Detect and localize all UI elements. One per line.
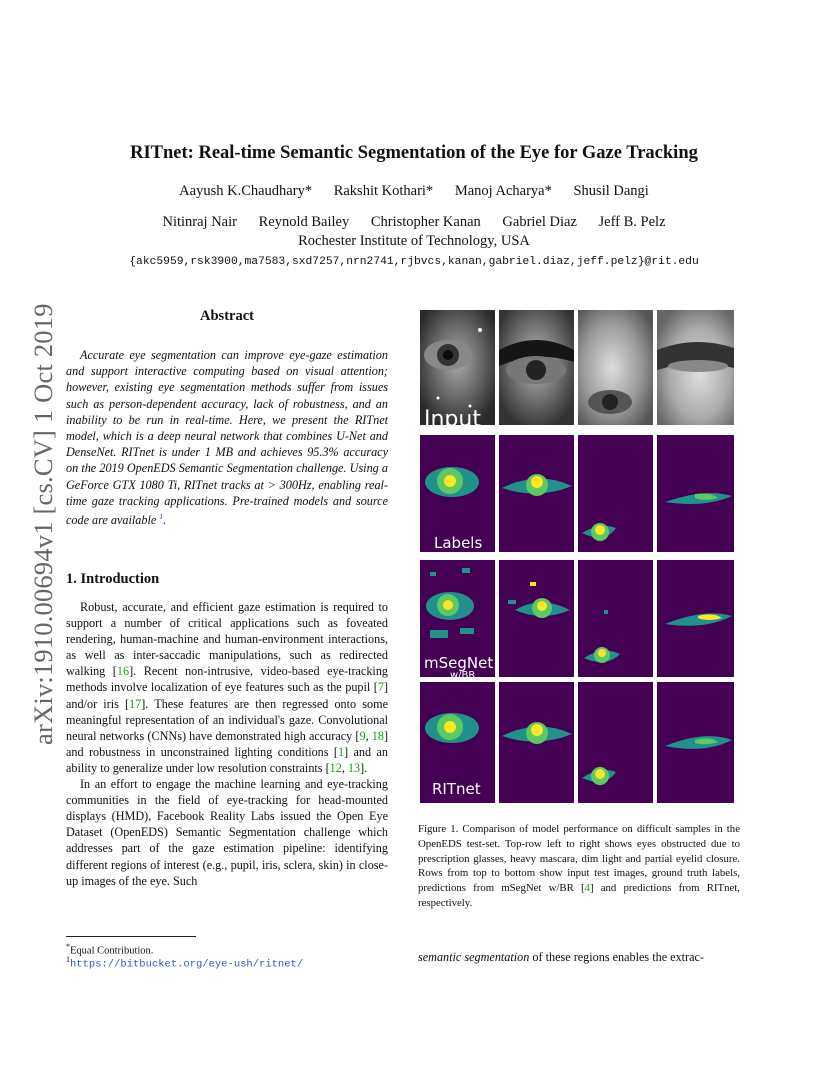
author: Reynold Bailey xyxy=(258,214,350,230)
noise-blob xyxy=(462,568,470,573)
row-label-labels: Labels xyxy=(434,534,483,552)
right-column-text xyxy=(418,950,740,965)
text: ] and robustness in unconstrained lighting conditions [ xyxy=(66,728,389,759)
text: ]. xyxy=(360,760,368,775)
intro-paragraph-1 xyxy=(66,599,388,776)
pupil-region xyxy=(531,724,543,736)
footnote-divider xyxy=(66,936,196,937)
noise-blob xyxy=(604,610,608,614)
citation-link[interactable]: 4 xyxy=(584,882,590,895)
pupil-region xyxy=(595,525,605,535)
prediction-tile xyxy=(578,682,653,803)
pupil-region xyxy=(531,476,543,488)
citation-link[interactable]: 12 xyxy=(329,760,342,775)
noise-blob xyxy=(460,628,474,634)
paper-title: RITnet: Real-time Semantic Segmentation of the Eye for Gaze Tracking xyxy=(130,143,698,163)
citation-link[interactable]: 7 xyxy=(377,680,384,695)
prediction-tile xyxy=(499,560,574,677)
noise-blob xyxy=(530,582,536,586)
author: Manoj Acharya* xyxy=(454,183,552,199)
pupil-region xyxy=(595,769,605,779)
row-label-ritnet: RITnet xyxy=(432,780,481,798)
emphasis-text: semantic segmentation xyxy=(418,950,530,964)
pupil-shape xyxy=(443,350,453,360)
arxiv-stamp: arXiv:1910.00694v1 [cs.CV] 1 Oct 2019 xyxy=(28,303,58,745)
caption-text: Figure 1. Comparison of model performance on difficult samples in the OpenEDS test-set. Top-row left to right shows eyes obstructed due to prescription glasses, heavy mascara, dim light and partial eyelid closure. Rows from top to bottom show input test images, ground truth labels, predictions from mSegNet w/BR [ xyxy=(418,823,740,895)
row-label-input: Input xyxy=(424,407,481,432)
citation-link[interactable]: 17 xyxy=(129,696,142,711)
pupil-region xyxy=(443,600,453,610)
authors-line-1 xyxy=(0,183,828,200)
author: Christopher Kanan xyxy=(370,214,481,230)
pupil-shape xyxy=(602,394,618,410)
author: Rakshit Kothari* xyxy=(333,183,434,199)
pupil-region xyxy=(444,475,456,487)
repository-link[interactable]: https://bitbucket.org/eye-ush/ritnet/ xyxy=(70,958,304,971)
author: Shusil Dangi xyxy=(573,183,649,199)
authors-line-2 xyxy=(0,214,828,231)
text: ] and an ability to generalize under low resolution constraints [ xyxy=(66,744,388,775)
text: of these regions enables the extrac- xyxy=(529,950,704,964)
glint xyxy=(478,328,482,332)
text: , xyxy=(365,728,372,743)
footnote-url xyxy=(66,953,303,972)
figure-1-grid xyxy=(420,310,734,803)
citation-link[interactable]: 16 xyxy=(116,664,130,679)
abstract-heading: Abstract xyxy=(200,308,254,324)
author: Gabriel Diaz xyxy=(502,214,577,230)
pupil-region xyxy=(598,649,606,657)
affiliation: Rochester Institute of Technology, USA xyxy=(298,233,530,249)
citation-link[interactable]: 9 xyxy=(359,728,366,743)
author: Jeff B. Pelz xyxy=(598,214,666,230)
footnote-mark: 1 xyxy=(66,955,70,964)
glint xyxy=(437,397,440,400)
text: ] and/or iris [ xyxy=(66,680,388,711)
row-label-msegnet: mSegNet xyxy=(424,654,494,672)
text: , xyxy=(341,760,348,775)
author-emails: {akc5959,rsk3900,ma7583,sxd7257,nrn2741,rjbvcs,kanan,gabriel.diaz,jeff.pelz}@rit.edu xyxy=(129,256,699,268)
section-heading-introduction: 1. Introduction xyxy=(66,571,160,587)
footnote-text: Equal Contribution. xyxy=(70,945,154,957)
author: Aayush K.Chaudhary* xyxy=(179,183,313,199)
label-tile xyxy=(657,435,734,552)
text: ]. Recent non-intrusive, video-based eye-tracking methods involve localization of eye features such as the pupil [ xyxy=(66,664,389,695)
pupil-shape xyxy=(526,360,546,380)
citation-link[interactable]: 13 xyxy=(347,760,361,775)
noise-blob xyxy=(508,600,516,604)
abstract-text: Accurate eye segmentation can improve eye-gaze estimation and support interactive computing based on visual attention; however, existing eye segmentation methods suffer from issues such as person-dependent accuracy, lack of robustness, and an inability to be run in real-time. Here, we present the RITnet model, which is a deep neural network that combines U-Net and DenseNet. RITnet is under 1 MB and achieves 95.3% accuracy on the 2019 OpenEDS Semantic Segmentation challenge. Using a GeForce GTX 1080 Ti, RITnet tracks at > 300Hz, enabling real-time gaze tracking applications. Pre-trained models and source code are available xyxy=(66,348,388,528)
noise-blob xyxy=(430,572,436,576)
introduction-body xyxy=(66,599,388,889)
author: Nitinraj Nair xyxy=(162,214,237,230)
pupil-region xyxy=(444,721,456,733)
text: Robust, accurate, and efficient gaze estimation is required to support a number of critical applications such as foveated rendering, human-machine and human-environment interactions, as well as inter-saccadic manipulations, such as redirected walking [ xyxy=(66,600,388,679)
abstract-end: . xyxy=(163,513,167,528)
row-label-wbr: w/BR xyxy=(450,670,476,681)
text: ]. These features are then regressed onto some meaningful representation of an individual's gaze. Convolutional neural networks (CNNs) have demonstrated high accuracy [ xyxy=(66,696,388,743)
eye-shape xyxy=(668,360,728,372)
abstract-body xyxy=(66,347,388,528)
noise-blob xyxy=(430,630,448,638)
citation-link[interactable]: 18 xyxy=(371,728,384,743)
intro-paragraph-2: In an effort to engage the machine learning and eye-tracking communities in the field of eye-tracking for head-mounted displays (HMD), Facebook Reality Labs issued the Open Eye Dataset (OpenEDS) Semantic Segmentation challenge which addresses part of the gaze estimation pipeline: identifying different regions of interest (e.g., pupil, iris, sclera, skin) in close-up images of the eye. Such xyxy=(66,777,388,888)
citation-link[interactable]: 1 xyxy=(337,744,345,759)
footnote-mark: * xyxy=(66,942,70,951)
caption-text: ] and predictions from RITnet, respectively. xyxy=(418,882,740,909)
footnote-ref[interactable]: 1 xyxy=(159,512,164,522)
figure-1-caption xyxy=(418,822,740,911)
pupil-region xyxy=(537,601,547,611)
